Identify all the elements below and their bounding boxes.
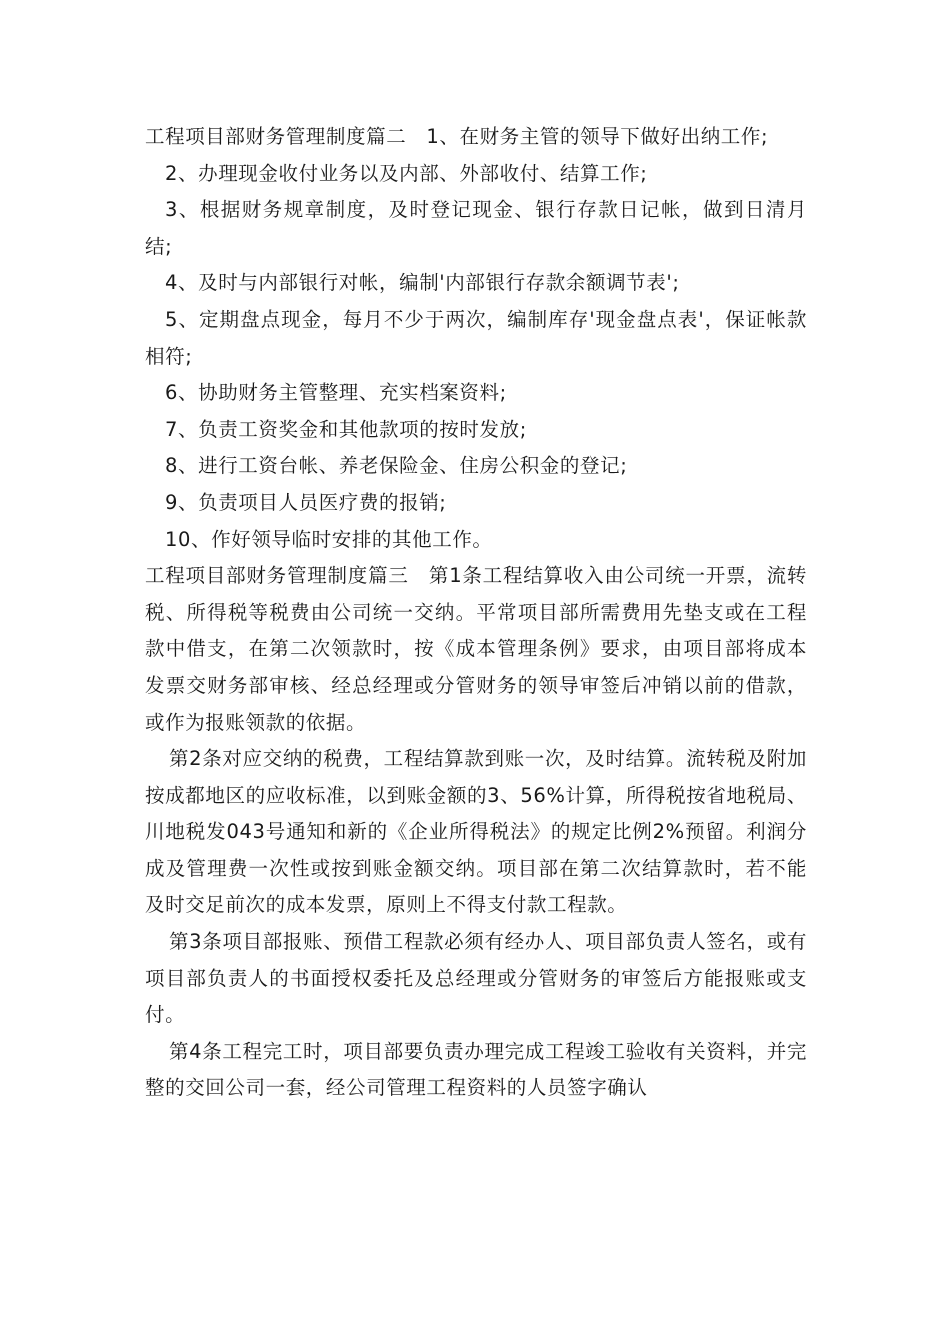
paragraph-section-two-intro: 工程项目部财务管理制度篇二 1、在财务主管的领导下做好出纳工作; — [145, 125, 769, 148]
paragraph-item-5: 5、定期盘点现金，每月不少于两次，编制库存'现金盘点表'，保证帐款相符; — [145, 307, 807, 368]
paragraph-item-9: 9、负责项目人员医疗费的报销; — [165, 490, 447, 514]
paragraph-item-3: 3、根据财务规章制度，及时登记现金、银行存款日记帐，做到日清月结; — [145, 198, 807, 258]
paragraph-item-8: 8、进行工资台帐、养老保险金、住房公积金的登记; — [165, 454, 628, 478]
paragraph-item-7: 7、负责工资奖金和其他款项的按时发放; — [165, 417, 527, 441]
paragraph-item-10: 10、作好领导临时安排的其他工作。 — [165, 527, 493, 551]
document-body — [145, 119, 807, 1107]
paragraph-section-three-article-1: 工程项目部财务管理制度篇三 第1条工程结算收入由公司统一开票，流转税、所得税等税费由公司统一交纳。平常项目部所需费用先垫支或在工程款中借支，在第二次领款时，按《成本管理条例》要求，由项目部将成本发票交财务部审核、经总经理或分管财务的领导审签后冲销以前的借款，或作为报账领款的依据。 — [145, 564, 807, 734]
paragraph-article-2: 第2条对应交纳的税费，工程结算款到账一次，及时结算。流转税及附加按成都地区的应收标准，以到账金额的3、56%计算，所得税按省地税局、川地税发043号通知和新的《企业所得税法》的规定比例2%预留。利润分成及管理费一次性或按到账金额交纳。项目部在第二次结算款时，若不能及时交足前次的成本发票，原则上不得支付款工程款。 — [145, 747, 807, 917]
paragraph-article-4: 第4条工程完工时，项目部要负责办理完成工程竣工验收有关资料，并完整的交回公司一套，经公司管理工程资料的人员签字确认 — [145, 1039, 807, 1100]
paragraph-article-3: 第3条项目部报账、预借工程款必须有经办人、项目部负责人签名，或有项目部负责人的书面授权委托及总经理或分管财务的审签后方能报账或支付。 — [145, 930, 807, 1027]
paragraph-item-4: 4、及时与内部银行对帐，编制'内部银行存款余额调节表'; — [165, 271, 680, 295]
paragraph-item-2: 2、办理现金收付业务以及内部、外部收付、结算工作; — [165, 161, 648, 185]
paragraph-item-6: 6、协助财务主管整理、充实档案资料; — [165, 381, 507, 405]
